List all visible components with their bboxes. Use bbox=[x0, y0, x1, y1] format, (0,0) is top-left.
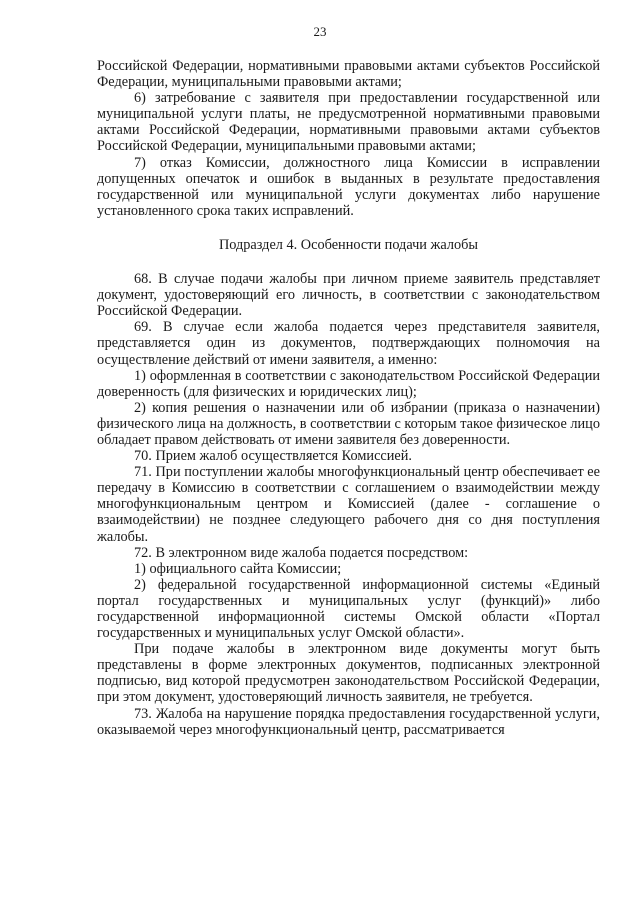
paragraph-68: 68. В случае подачи жалобы при личном приеме заявитель представляет документ, удостоверяющий его личность, в соответствии с законодательством Российской Федерации. bbox=[97, 271, 600, 320]
paragraph-item-7: 7) отказ Комиссии, должностного лица Комиссии в исправлении допущенных опечаток и ошибок в выданных в результате предоставления государственной или муниципальной услуги документах либо нарушение установленного срока таких исправлений. bbox=[97, 154, 600, 219]
paragraph-69-item-1: 1) оформленная в соответствии с законодательством Российской Федерации доверенность (для физических и юридических лиц); bbox=[97, 367, 600, 400]
subsection-heading: Подраздел 4. Особенности подачи жалобы bbox=[218, 236, 479, 253]
paragraph-item-6: 6) затребование с заявителя при предоставлении государственной или муниципальной услуги платы, не предусмотренной нормативными правовыми актами Российской Федерации, нормативными правовыми актами субъектов Российской Федерации, муниципальными правовыми актами; bbox=[97, 90, 600, 155]
paragraph-70: 70. Прием жалоб осуществляется Комиссией. bbox=[134, 448, 412, 465]
paragraph-73: 73. Жалоба на нарушение порядка предоставления государственной услуги, оказываемой через многофункциональный центр, рассматривается bbox=[97, 705, 600, 738]
paragraph-72-item-2: 2) федеральной государственной информационной системы «Единый портал государственных и муниципальных услуг (функций)» либо государственной информационной системы Омской области «Портал государственных и муниципальных услуг Омской области». bbox=[97, 576, 600, 642]
page-number: 23 bbox=[313, 24, 327, 39]
paragraph-69: 69. В случае если жалоба подается через представителя заявителя, представляется один из документов, подтверждающих полномочия на осуществление действий от имени заявителя, а именно: bbox=[97, 319, 600, 368]
paragraph-69-item-2: 2) копия решения о назначении или об избрании (приказа о назначении) физического лица на должность, в соответствии с которым такое физическое лицо обладает правом действовать от имени заявителя без доверенности. bbox=[97, 399, 600, 448]
paragraph-72-item-1: 1) официального сайта Комиссии; bbox=[134, 560, 342, 577]
paragraph-72: 72. В электронном виде жалоба подается посредством: bbox=[134, 544, 469, 561]
paragraph-71: 71. При поступлении жалобы многофункциональный центр обеспечивает ее передачу в Комиссию в соответствии с соглашением о взаимодействии между многофункциональным центром и Комиссией (далее - соглашение о взаимодействии) не позднее следующего рабочего дня со дня поступления жалобы. bbox=[97, 464, 600, 545]
paragraph-72-note: При подаче жалобы в электронном виде документы могут быть представлены в форме электронных документов, подписанных электронной подписью, вид которой предусмотрен законодательством Российской Федерации, при этом документ, удостоверяющий личность заявителя, не требуется. bbox=[97, 641, 600, 706]
paragraph-continuation: Российской Федерации, нормативными правовыми актами субъектов Российской Федерации, муниципальными правовыми актами; bbox=[97, 58, 600, 91]
document-body bbox=[97, 58, 600, 738]
